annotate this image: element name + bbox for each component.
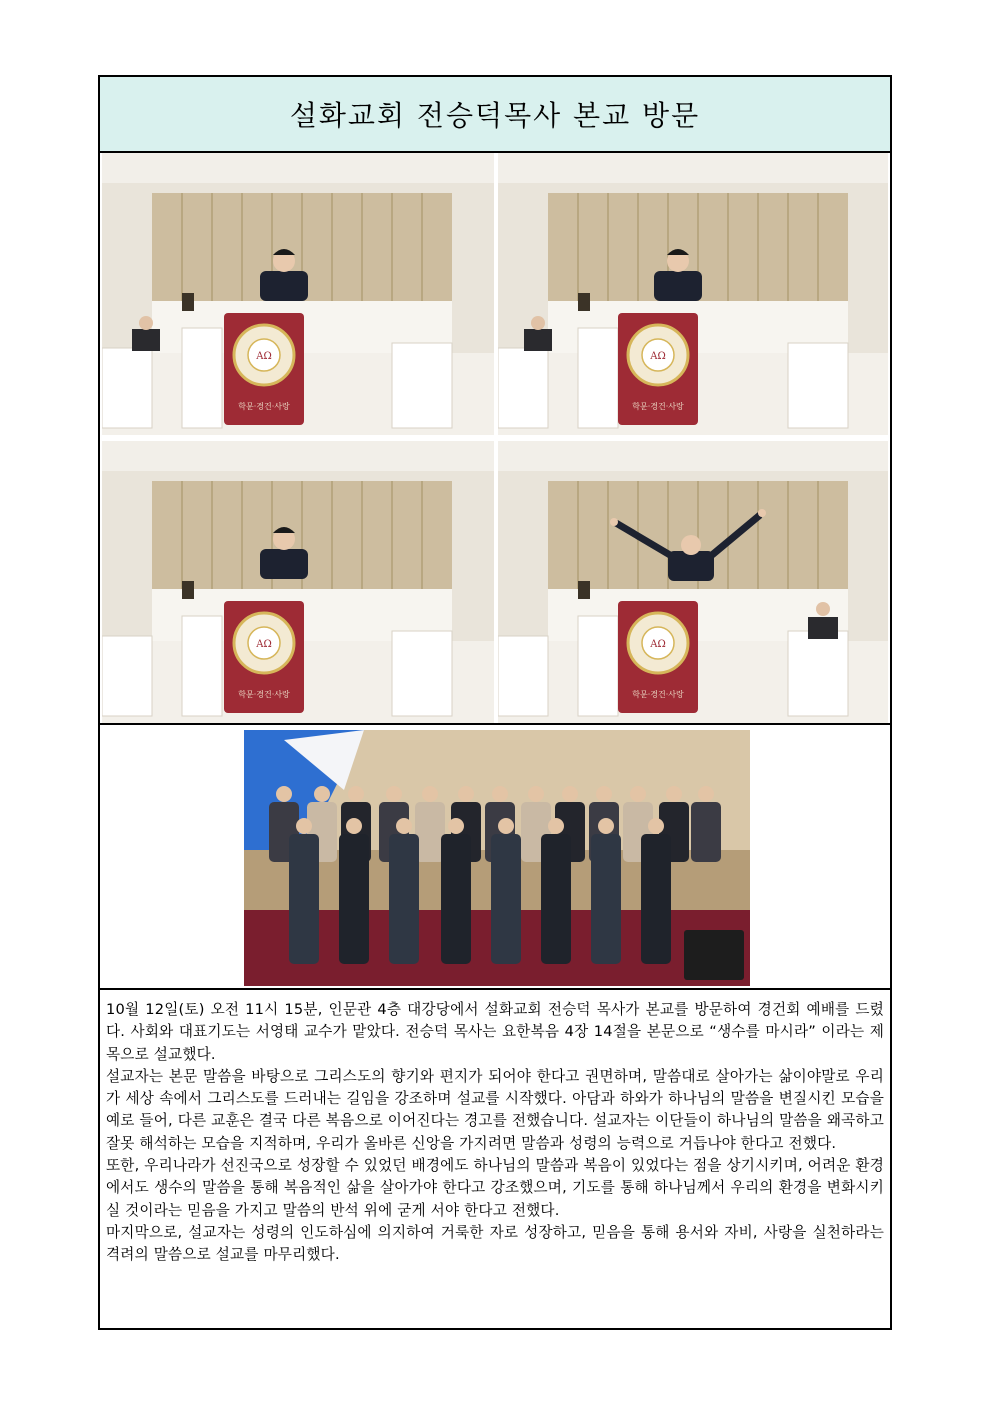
group-person-head: [528, 786, 544, 802]
group-person-body: [415, 802, 445, 862]
group-person-head: [548, 818, 564, 834]
group-person-head: [458, 786, 474, 802]
group-person-head: [276, 786, 292, 802]
group-person-head: [314, 786, 330, 802]
group-person-head: [396, 818, 412, 834]
group-person-body: [389, 834, 419, 964]
group-person-body: [591, 834, 621, 964]
paragraph-1: 10월 12일(토) 오전 11시 15분, 인문관 4층 대강당에서 설화교회 전승덕 목사가 본교를 방문하여 경건회 예배를 드렸다. 사회와 대표기도는 서영태 교수가 맡았다. 전승덕 목사는 요한복음 4장 14절을 본문으로 “생수를 마시라” 이라는 제목으로 설교했다.: [106, 1001, 884, 1063]
group-person-head: [598, 818, 614, 834]
sermon-photo-4: [498, 441, 888, 723]
group-person-head: [346, 818, 362, 834]
sermon-photo-3: [102, 441, 494, 723]
group-person-body: [641, 834, 671, 964]
group-person-head: [630, 786, 646, 802]
article-body: [106, 999, 884, 1267]
group-person-head: [296, 818, 312, 834]
page-title: 설화교회 전승덕목사 본교 방문: [289, 99, 701, 132]
sermon-photo-1: [102, 153, 494, 435]
group-person-head: [386, 786, 402, 802]
paragraph-4: 마지막으로, 설교자는 성령의 인도하심에 의지하여 거룩한 자로 성장하고, 믿음을 통해 용서와 자비, 사랑을 실천하라는 격려의 말씀으로 설교를 마무리했다.: [106, 1223, 884, 1264]
group-person-head: [422, 786, 438, 802]
group-person-head: [562, 786, 578, 802]
group-person-head: [648, 818, 664, 834]
group-person-body: [339, 834, 369, 964]
group-person-body: [691, 802, 721, 862]
group-person-body: [289, 834, 319, 964]
group-photo: [244, 730, 750, 986]
group-person-head: [698, 786, 714, 802]
group-person-head: [348, 786, 364, 802]
group-person-body: [491, 834, 521, 964]
paragraph-3: 또한, 우리나라가 선진국으로 성장할 수 있었던 배경에도 하나님의 말씀과 복음이 있었다는 점을 상기시키며, 어려운 환경에서도 생수의 말씀을 통해 복음적인 삶을 살아가야 한다고 강조했으며, 기도를 통해 하나님께서 우리의 환경을 변화시키실 것이라는 믿음을 가지고 말씀의 반석 위에 굳게 서야 한다고 전했다.: [106, 1157, 885, 1219]
paragraph-2: 설교자는 본문 말씀을 바탕으로 그리스도의 향기와 편지가 되어야 한다고 권면하며, 말씀대로 살아가는 삶이야말로 우리가 세상 속에서 그리스도를 드러내는 길임을 강조하며 설교를 시작했다. 아담과 하와가 하나님의 말씀을 변질시킨 모습을 예로 들어, 다른 교훈은 결국 다른 복음으로 이어진다는 경고를 전했습니다. 설교자는 이단들이 하나님의 말씀을 왜곡하고 잘못 해석하는 모습을 지적하며, 우리가 올바른 신앙을 가지려면 말씀과 성령의 능력으로 거듭나야 한다고 전했다.: [106, 1067, 885, 1152]
group-person-body: [541, 834, 571, 964]
sermon-photo-2: [498, 153, 888, 435]
article-frame: [98, 75, 892, 1330]
group-person-head: [448, 818, 464, 834]
group-person-head: [666, 786, 682, 802]
title-bar: [100, 77, 890, 153]
photo-grid-bottom-border: [100, 723, 890, 725]
group-person-head: [498, 818, 514, 834]
photo-text-divider: [100, 988, 890, 990]
group-person-head: [492, 786, 508, 802]
group-person-body: [441, 834, 471, 964]
group-person-head: [596, 786, 612, 802]
